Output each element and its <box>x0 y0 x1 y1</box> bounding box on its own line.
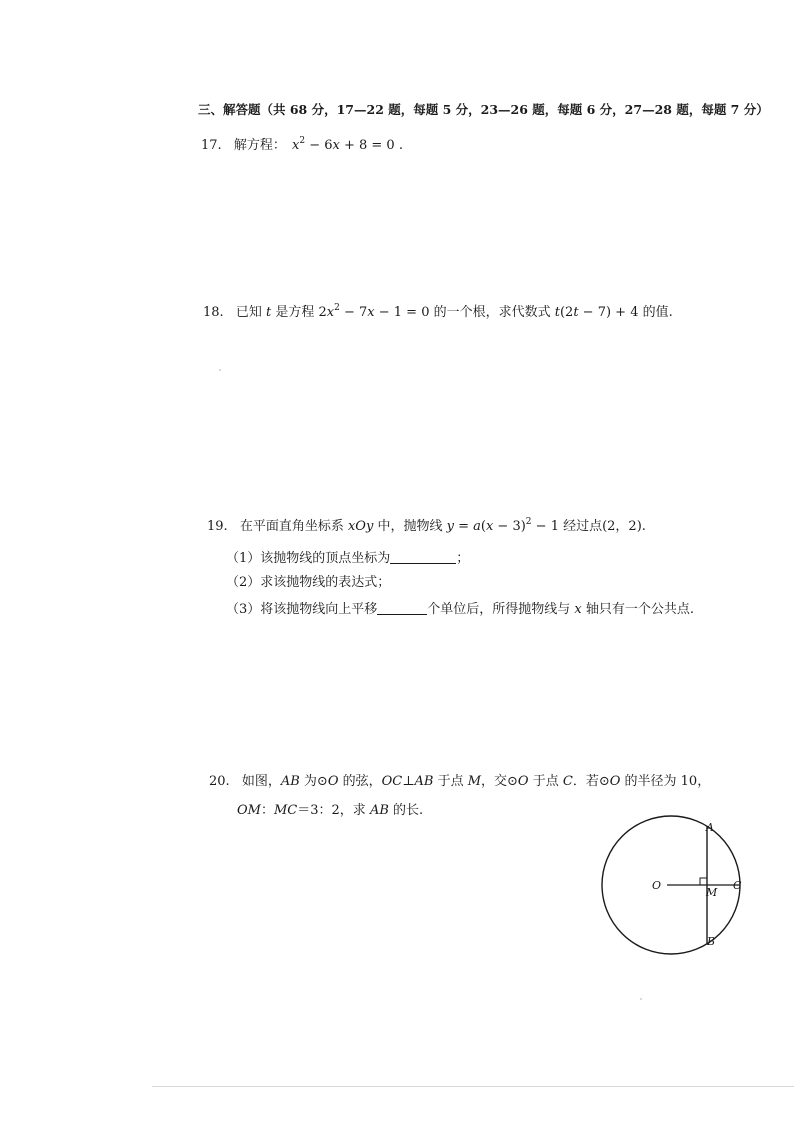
question-19 <box>207 518 646 536</box>
answer-blank-2[interactable] <box>377 600 427 615</box>
label-m: M <box>706 886 718 899</box>
question-number: 19. <box>207 519 228 534</box>
question-19-part-3: （3）将该抛物线向上平移 个单位后，所得抛物线与 x 轴只有一个公共点. <box>226 602 695 617</box>
question-number: 17. <box>201 138 222 153</box>
label-c: C <box>733 879 742 892</box>
question-text: 已知 t 是方程 $2x^2 - 7x - 1 = 0$ 的一个根，求代数式 t(2t − 7) + 4 的值. <box>235 302 673 320</box>
question-lead: 解方程： <box>233 138 286 153</box>
label-b: B <box>707 935 716 948</box>
footer-rule <box>152 1086 794 1087</box>
question-text: 在平面直角坐标系 xOy 中，抛物线 $y = a(x - 3)^2 - 1$ 经过点(2，2). <box>239 516 646 534</box>
question-number: 20. <box>209 774 230 789</box>
question-20 <box>209 773 710 791</box>
question-number: 18. <box>203 305 224 320</box>
question-17 <box>201 137 403 155</box>
question-text: 如图，AB 为⊙O 的弦，OC⊥AB 于点 M，交⊙O 于点 C．若⊙O 的半径为 10， <box>241 774 711 789</box>
question-20-line-2: OM：MC＝3：2，求 AB 的长. <box>237 803 424 818</box>
question-18 <box>203 304 673 322</box>
label-a: A <box>706 821 714 834</box>
right-angle-mark <box>700 878 707 885</box>
section-heading <box>198 101 769 119</box>
label-o: O <box>652 879 662 892</box>
scan-speck <box>640 998 642 1000</box>
answer-blank-1[interactable] <box>390 549 456 564</box>
section-heading-text: 三、解答题（共 68 分，17—22 题，每题 5 分，23—26 题，每题 6 分，27—28 题，每题 7 分） <box>198 102 769 117</box>
circle-figure <box>588 815 768 965</box>
question-19-part-1: （1）该抛物线的顶点坐标为 ； <box>226 551 470 566</box>
question-19-part-2: （2）求该抛物线的表达式； <box>226 575 391 590</box>
equation: $x^2 - 6x + 8 = 0$ . <box>291 135 403 153</box>
scan-speck <box>219 369 221 371</box>
